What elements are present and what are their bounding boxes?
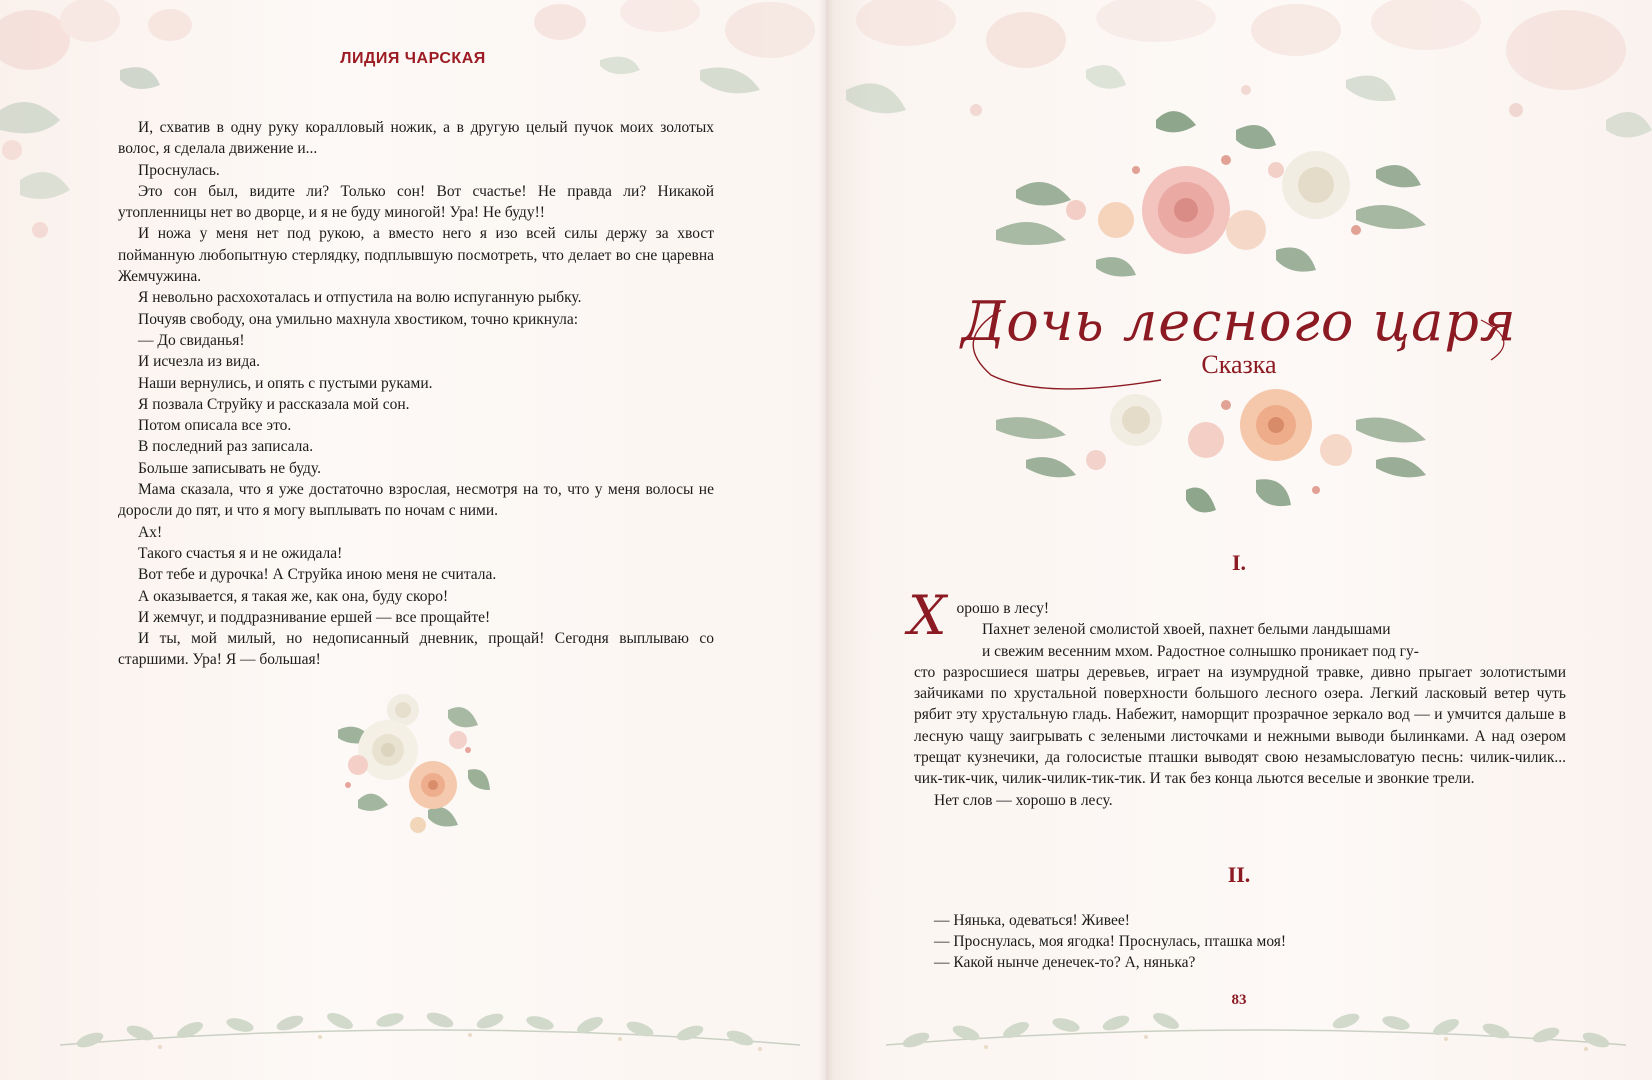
paragraph: Почуяв свободу, она умильно махнула хвостиком, точно крикнула:: [138, 310, 579, 328]
paragraph: Я невольно расхохоталась и отпустила на волю испуганную рыбку.: [138, 289, 582, 307]
floral-bouquet-illustration: [318, 690, 498, 840]
story-title-block: [826, 290, 1652, 380]
floral-border-top-right: [826, 0, 1652, 160]
paragraph: В последний раз записала.: [138, 438, 314, 456]
paragraph: Мама сказала, что я уже достаточно взрослая, несмотря на то, что у меня волосы не доросли до пят, и что я могу выплывать по ночам с ними.: [118, 481, 714, 520]
page-number: 83: [1231, 992, 1247, 1008]
paragraph: И ножа у меня нет под рукою, а вместо него я изо всей силы держу за хвост пойманную любопытную стерлядку, подплывшую посмотреть, что делает во сне царевна Жемчужина.: [118, 225, 714, 286]
paragraph-line: Пахнет зеленой смолистой хвоей, пахнет белыми ландышами: [982, 621, 1391, 639]
paragraph: Проснулась.: [138, 161, 220, 179]
paragraph: Это сон был, видите ли? Только сон! Вот счастье! Не правда ли? Никакой утопленницы нет во дворце, и я не буду миногой! Ура! Не буду!!: [118, 182, 714, 222]
paragraph: Я позвала Струйку и рассказала мой сон.: [138, 395, 410, 413]
paragraph: Больше записывать не буду.: [138, 459, 322, 477]
paragraph: Такого счастья я и не ожидала!: [138, 544, 343, 562]
dialog-block: [914, 910, 1566, 973]
dialog-line: — Какой нынче денечек-то? А, нянька?: [934, 954, 1196, 971]
right-page: [826, 0, 1652, 1080]
right-page-text: [908, 584, 1566, 811]
paragraph: Вот тебе и дурочка! А Струйка иною меня не считала.: [138, 566, 497, 584]
dialog-line: — Проснулась, моя ягодка! Проснулась, пташка моя!: [934, 933, 1287, 950]
chapter-heading-1: I.: [1231, 550, 1247, 575]
paragraph: Потом описала все это.: [138, 417, 292, 435]
chapter-heading-2: II.: [1227, 862, 1251, 887]
story-title: Дочь лесного царя: [961, 290, 1517, 353]
floral-arrangement-bottom: [986, 380, 1446, 520]
paragraph: Ах!: [138, 523, 163, 541]
paragraph: Нет слов — хорошо в лесу.: [934, 791, 1113, 809]
drop-cap: Х: [908, 584, 947, 647]
running-head: ЛИДИЯ ЧАРСКАЯ: [340, 50, 486, 67]
paragraph: Наши вернулись, и опять с пустыми руками.: [138, 374, 433, 392]
opening-line: орошо в лесу!: [956, 600, 1050, 617]
paragraph: сто разросшиеся шатры деревьев, играет на изумрудной травке, дивно прыгает золотистыми зайчиками по хрустальной поверхности большого лесного озера. Легкий ласковый ветер чуть рябит эту хрустальную гладь. Набежит, наморщит прозрачное зеркало вод — и умчится дальше в лесную чащу заигрывать с зелеными листочками и нежными выводи былинками. А над озером трещат кузнечики, да голосистые пташки выводят свою незамысловатую песнь: чилик-чилик... чик-тик-чик, чилик-чилик-тик-тик. И так без конца льются веселые и звонкие трели.: [914, 663, 1566, 788]
floral-border-bottom-left: [60, 985, 800, 1080]
paragraph: И исчезла из вида.: [138, 353, 260, 371]
paragraph: И ты, мой милый, но недописанный дневник, прощай! Сегодня выплываю со старшими. Ура! Я — большая!: [118, 630, 714, 669]
paragraph: И жемчуг, и поддразнивание ершей — все прощайте!: [138, 608, 491, 626]
paragraph: А оказывается, я такая же, как она, буду скоро!: [138, 587, 449, 605]
story-subtitle: Сказка: [1201, 350, 1277, 379]
paragraph-line: и свежим весенним мхом. Радостное солнышко проникает под гу-: [982, 642, 1419, 660]
left-page-text: [118, 117, 714, 671]
paragraph: — До свиданья!: [138, 331, 245, 349]
floral-arrangement-top: [976, 100, 1456, 280]
paragraph: И, схватив в одну руку коралловый ножик, а в другую целый пучок моих золотых волос, я сделала движение и...: [118, 119, 714, 158]
book-gutter: [818, 0, 834, 1080]
dialog-line: — Нянька, одеваться! Живее!: [934, 912, 1130, 929]
